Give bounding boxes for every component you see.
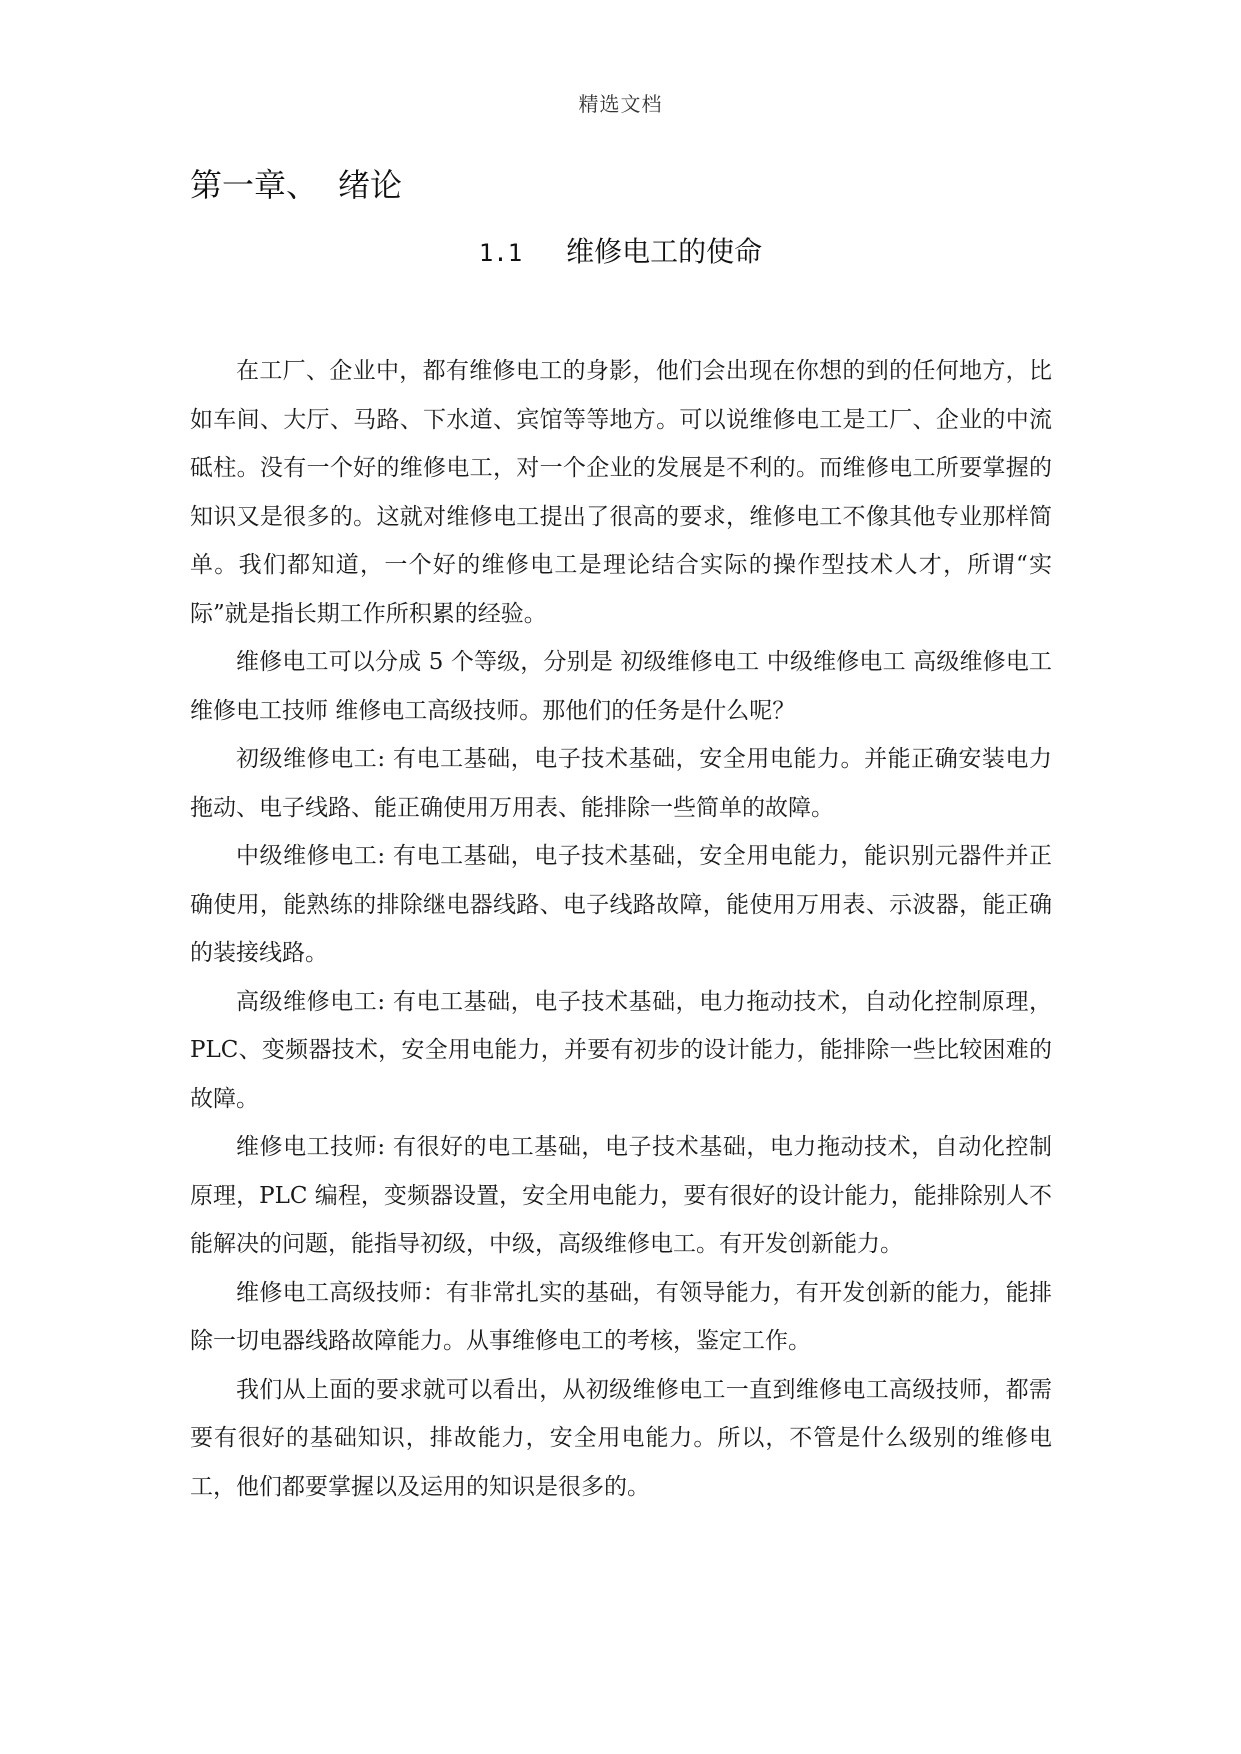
paragraph: 初级维修电工: 有电工基础，电子技术基础，安全用电能力。并能正确安装电力拖动、电子线路、能正确使用万用表、能排除一些简单的故障。 (190, 746, 1052, 821)
paragraph: 维修电工技师: 有很好的电工基础，电子技术基础，电力拖动技术，自动化控制原理，PLC 编程，变频器设置，安全用电能力，要有很好的设计能力，能排除别人不能解决的问题，能指导初级，中级，高级维修电工。有开发创新能力。 (190, 1134, 1052, 1257)
section-heading (0, 230, 1241, 270)
paragraph: 在工厂、企业中，都有维修电工的身影，他们会出现在你想的到的任何地方，比如车间、大厅、马路、下水道、宾馆等等地方。可以说维修电工是工厂、企业的中流砥柱。没有一个好的维修电工，对一个企业的发展是不利的。而维修电工所要掌握的知识又是很多的。这就对维修电工提出了很高的要求，维修电工不像其他专业那样简单。我们都知道，一个好的维修电工是理论结合实际的操作型技术人才，所谓“实际”就是指长期工作所积累的经验。 (190, 358, 1052, 627)
chapter-title-text: 绪论 (338, 166, 403, 204)
page-header: 精选文档 (578, 92, 663, 116)
paragraph: 维修电工可以分成 5 个等级，分别是 初级维修电工 中级维修电工 高级维修电工 维修电工技师 维修电工高级技师。那他们的任务是什么呢？ (190, 649, 1052, 724)
body-text (190, 347, 1052, 1511)
chapter-heading (190, 160, 402, 206)
paragraph: 中级维修电工: 有电工基础，电子技术基础，安全用电能力，能识别元器件并正确使用，能熟练的排除继电器线路、电子线路故障，能使用万用表、示波器，能正确的装接线路。 (190, 843, 1052, 966)
section-title-text: 维修电工的使命 (566, 235, 763, 268)
chapter-number: 第一章、 (190, 166, 319, 204)
paragraph: 我们从上面的要求就可以看出，从初级维修电工一直到维修电工高级技师，都需要有很好的基础知识，排故能力，安全用电能力。所以，不管是什么级别的维修电工，他们都要掌握以及运用的知识是很多的。 (190, 1376, 1052, 1500)
paragraph: 高级维修电工: 有电工基础，电子技术基础，电力拖动技术，自动化控制原理，PLC、变频器技术，安全用电能力，并要有初步的设计能力，能排除一些比较困难的故障。 (190, 988, 1052, 1112)
paragraph: 维修电工高级技师：有非常扎实的基础，有领导能力，有开发创新的能力，能排除一切电器线路故障能力。从事维修电工的考核，鉴定工作。 (190, 1279, 1052, 1354)
section-number: 1.1 (478, 239, 523, 267)
